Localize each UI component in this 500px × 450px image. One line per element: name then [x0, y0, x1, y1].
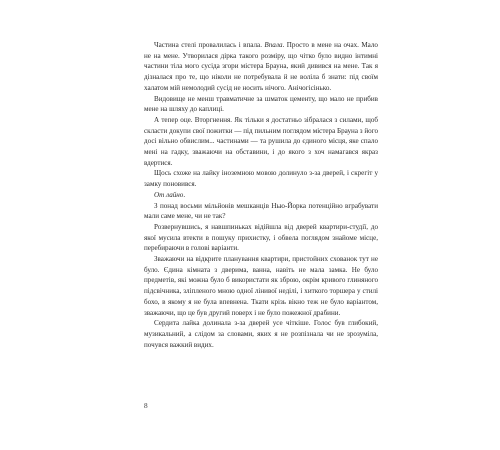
paragraph: А тепер оце. Вторгнення. Як тільки я достатньо зібралася з силами, щоб скласти докупи свої пожитки — під пильним поглядом містера Брауна з його досі вільно обвислим... частинами — та рушила до єдиного місця, яке спало мені на гадку, зважаючи на обставини, і до якого з хоч намагався якраз вдертися.	[144, 115, 378, 167]
paragraph: З понад восьми мільйонів мешканців Нью-Йорка потенційно вграбувати мали саме мене, чи не так?	[144, 201, 378, 221]
paragraph: Розвернувшись, я навшпиньках відійшла від дверей квартири-студії, до якої мусила втекти в пошуку прихистку, і обвела поглядом знайоме місце, перебираючи в голові варіанти.	[144, 222, 378, 253]
paragraph: Частина стелі провалилась і впала. Впала. Просто в мене на очах. Мало не на мене. Утворилася дірка такого розміру, що чітко було видно інтимні частини тіла мого сусіда згори містера Брауна, який дивився на мене. Так я дізналася про те, що ніколи не потребувала й не воліла б знати: під своїм халатом мій немолодий сусід не носить нічого. Анічогісінько.	[144, 41, 378, 92]
paragraph: Видовище не менш травматичне за шматок цементу, що мало не прибив мене на шляху до каплиці.	[144, 94, 378, 114]
paragraph: Щось схоже на лайку іноземною мовою долинуло з-за дверей, і скрегіт у замку поновився.	[144, 169, 378, 189]
paragraph: От лайно.	[154, 190, 186, 199]
page-number: 8	[144, 401, 148, 410]
paragraph: Сердита лайка долинала з-за дверей усе чіткіше. Голос був глибокий, музикальний, а слідом за словами, яких я не розпізнала чи не зрозуміла, почувся важкий видих.	[144, 319, 378, 349]
body-text	[144, 40, 378, 350]
paragraph: Зважаючи на відкрите планування квартири, пристойних схованок тут не було. Єдина кімната з дверима, ванна, навіть не мала замка. Не було предметів, які можна було б використати як зброю, окрім кривого глиняного підсвічника, зліпленого мною одної лінивої неділі, і хиткого торшера у стилі бохо, в якому я не була впевнена. Ткати крізь вікно теж не було варіантом, зважаючи, що це був другий поверх і не було пожежної драбини.	[144, 255, 378, 317]
